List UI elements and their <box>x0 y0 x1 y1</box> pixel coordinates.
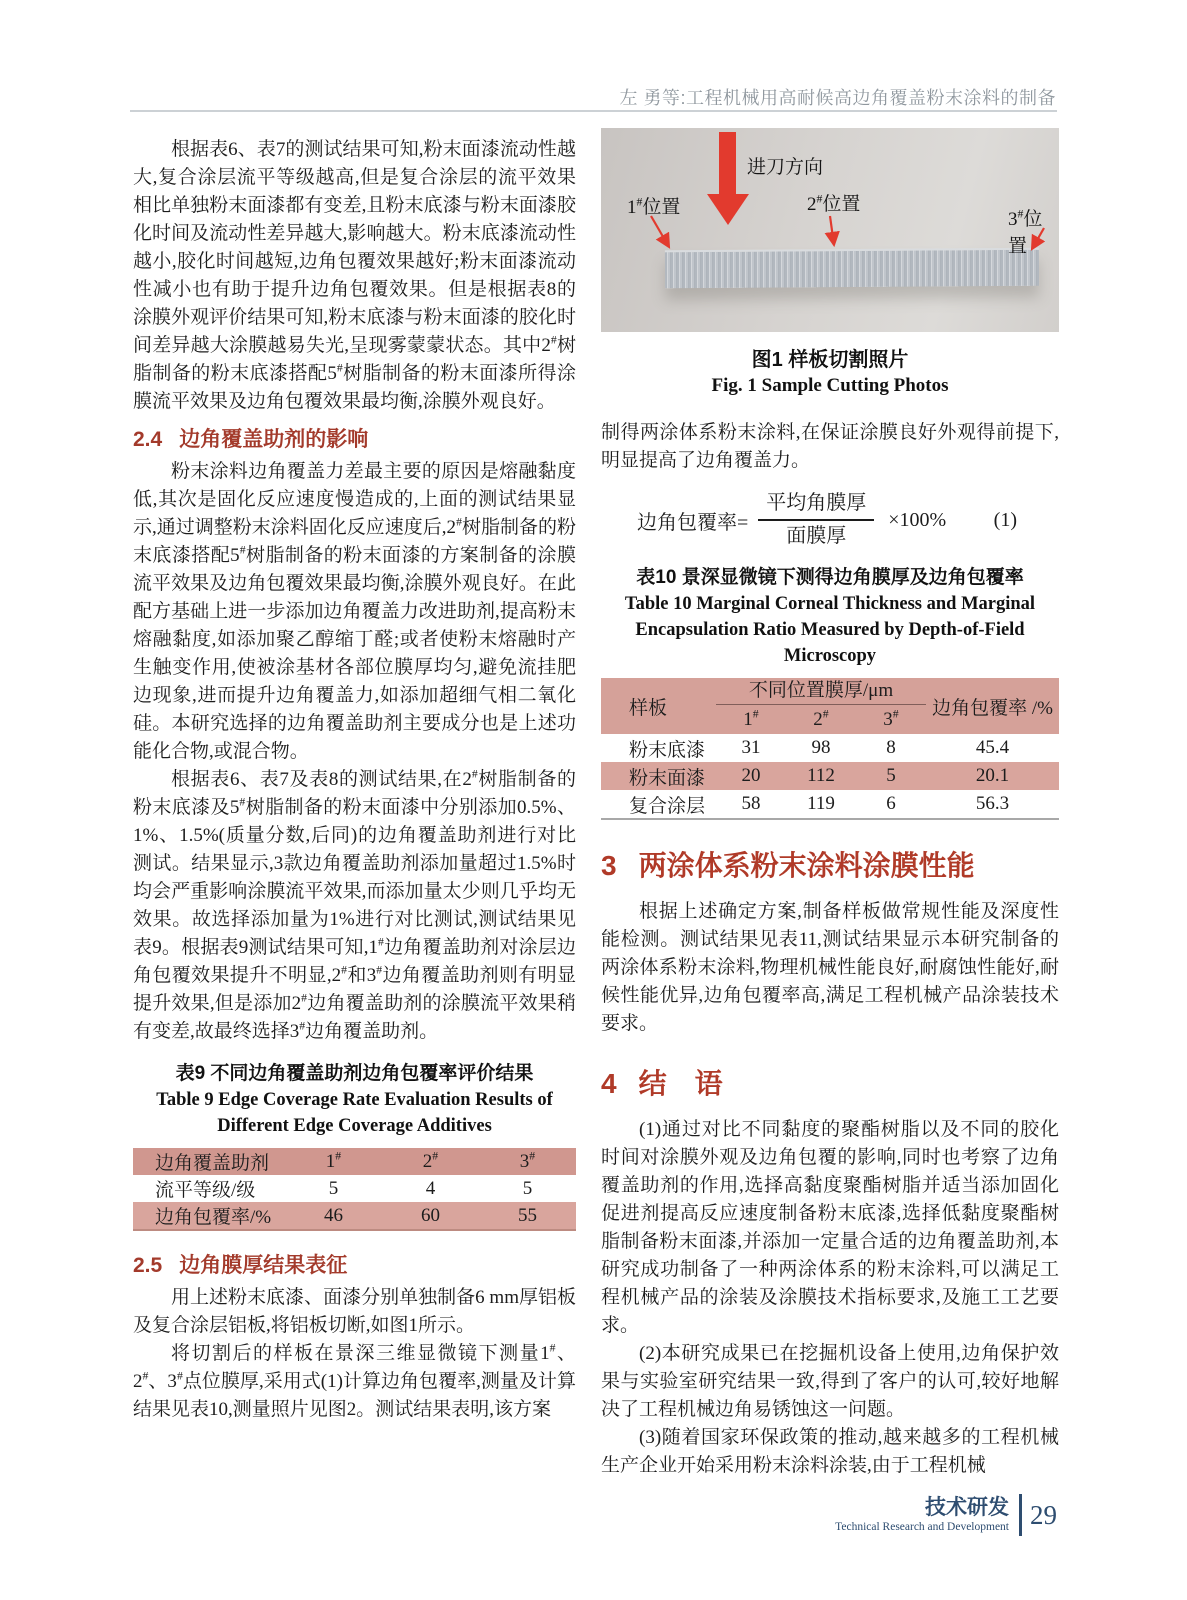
table10-cell: 56.3 <box>975 793 1010 814</box>
formula-multiplier: ×100% <box>888 508 947 531</box>
table9-title-en-line2: Different Edge Coverage Additives <box>217 1116 492 1136</box>
table10-row <box>601 734 1059 762</box>
table10-cell: 58 <box>741 793 761 814</box>
section-heading-2-4 <box>133 423 576 453</box>
paragraph-thickness-measurement: 将切割后的样板在景深三维显微镜下测量1#、2#、3#点位膜厚,采用式(1)计算边角包覆率,测量及计算结果见表10,测量照片见图2。测试结果表明,该方案 <box>133 1341 576 1420</box>
feed-direction-arrow <box>707 132 749 225</box>
position1-label: 1#位置 <box>627 195 681 218</box>
position3-label: 3#位置 <box>1008 207 1043 257</box>
table9-header-row <box>133 1148 576 1175</box>
table10-cell: 45.4 <box>975 737 1010 758</box>
formula-denominator: 面膜厚 <box>786 525 847 547</box>
table9-cell: 60 <box>421 1204 440 1226</box>
table10-title-en-line3: Microscopy <box>783 646 877 666</box>
table10-title-en-line2: Encapsulation Ratio Measured by Depth-of-Field <box>635 620 1025 640</box>
section-number: 2.4 <box>133 428 163 451</box>
paragraph-additive-mechanism: 粉末涂料边角覆盖力差最主要的原因是熔融黏度低,其次是固化反应速度慢造成的,上面的测试结果显示,通过调整粉末涂料固化反应速度后,2#树脂制备的粉末底漆搭配5#树脂制备的粉末面漆的方案制备的涂膜流平效果及边角包覆效果最均衡,涂膜外观良好。在此配方基础上进一步添加边角覆盖力改进助剂,提高粉末熔融黏度,如添加聚乙醇缩丁醛;或者使粉末熔融时产生触变作用,使被涂基材各部位膜厚均匀,避免流挂肥边现象,进而提升边角覆盖力,如添加超细气相二氧化硅。本研究选择的边角覆盖助剂主要成分也是上述功能化合物,或混合物。 <box>133 461 576 762</box>
table10-cell: 98 <box>811 737 831 758</box>
table9-cell: 5 <box>328 1177 339 1199</box>
table10-cell: 6 <box>886 793 896 814</box>
paragraph-additive-dosage: 根据表6、表7及表8的测试结果,在2#树脂制备的粉末底漆及5#树脂制备的粉末面漆中分别添加0.5%、1%、1.5%(质量分数,后同)的边角覆盖助剂进行对比测试。结果显示,3款边角覆盖助剂添加量超过1.5%时均会严重影响涂膜流平效果,而添加量太少则几乎均无效果。故选择添加量为1%进行对比测试,测试结果见表9。根据表9测试结果可知,1#边角覆盖助剂对涂层边角包覆效果提升不明显,2#和3#边角覆盖助剂则有明显提升效果,但是添加2#边角覆盖助剂的涂膜流平效果稍有变差,故最终选择3#边角覆盖助剂。 <box>133 767 576 1042</box>
table9-cell: 4 <box>425 1177 436 1199</box>
paragraph-performance: 根据上述确定方案,制备样板做常规性能及深度性能检测。测试结果见表11,测试结果显示本研究制备的两涂体系粉末涂料,物理机械性能良好,耐腐蚀性能好,耐候性能优异,边角包覆率高,满足工程机械产品涂装技术要求。 <box>601 901 1059 1034</box>
table9-cell: 5 <box>522 1177 533 1199</box>
pos2-pointer-arrow <box>830 216 834 245</box>
table10-header <box>601 678 1059 734</box>
table10-header-cell: 样板 <box>629 697 668 719</box>
table10-cell: 5 <box>886 765 896 786</box>
section-number: 4 <box>601 1068 617 1099</box>
section-title: 边角膜厚结果表征 <box>179 1254 348 1277</box>
section-heading-2-5 <box>133 1249 576 1279</box>
section-title: 边角覆盖助剂的影响 <box>179 428 369 451</box>
table9 <box>133 1148 576 1231</box>
table10-cell: 粉末面漆 <box>629 767 706 789</box>
table9-title-en-line1: Table 9 Edge Coverage Rate Evaluation Results of <box>156 1090 553 1110</box>
table10-title <box>601 564 1059 669</box>
table10-group-header: 不同位置膜厚/μm <box>716 678 926 705</box>
table9-header-cell: 1# <box>325 1149 342 1172</box>
table10-header-cell: 边角包覆率 /% <box>932 697 1053 719</box>
section-number: 2.5 <box>133 1254 163 1277</box>
formula-1 <box>601 490 1059 550</box>
table10-cell: 112 <box>807 765 835 786</box>
paragraph-sample-preparation: 用上述粉末底漆、面漆分别单独制备6 mm厚铝板及复合涂层铝板,将铝板切断,如图1所示。 <box>133 1287 576 1336</box>
equation-number: (1) <box>993 508 1017 531</box>
left-column <box>133 136 576 1424</box>
figure1-photo <box>601 128 1059 332</box>
table9-cell: 55 <box>518 1204 537 1226</box>
figure-arrows <box>601 128 1059 332</box>
table10-subheader-cell: 3# <box>883 707 899 730</box>
figure1-caption-en: Fig. 1 Sample Cutting Photos <box>711 375 949 396</box>
section-number: 3 <box>601 850 617 881</box>
footer-section-zh: 技术研发 <box>925 1495 1009 1519</box>
running-head: 左 勇等:工程机械用高耐候高边角覆盖粉末涂料的制备 <box>619 88 1056 108</box>
table10 <box>601 678 1059 820</box>
footer-section-en: Technical Research and Development <box>835 1520 1009 1533</box>
table10-title-en-line1: Table 10 Marginal Corneal Thickness and Marginal <box>624 594 1036 614</box>
page-number: 29 <box>1030 1499 1057 1530</box>
footer-divider <box>1019 1494 1022 1536</box>
table10-cell: 119 <box>807 793 835 814</box>
table9-header-cell: 边角覆盖助剂 <box>155 1153 270 1174</box>
figure1-caption-zh: 图1 样板切割照片 <box>751 349 909 371</box>
table9-header-cell: 3# <box>519 1149 536 1172</box>
position2-label: 2#位置 <box>807 192 861 215</box>
table10-cell: 8 <box>886 737 896 758</box>
table9-row <box>133 1202 576 1229</box>
header-rule <box>130 110 1057 112</box>
table9-title-zh: 表9 不同边角覆盖助剂边角包覆率评价结果 <box>175 1063 534 1084</box>
feed-direction-label: 进刀方向 <box>747 157 824 178</box>
table10-cell: 20 <box>741 765 761 786</box>
right-column <box>601 128 1059 1480</box>
section-heading-4 <box>601 1062 1059 1102</box>
paragraph-two-coat-result: 制得两涂体系粉末涂料,在保证涂膜良好外观得前提下,明显提高了边角覆盖力。 <box>601 422 1059 471</box>
paragraph-results-flow: 根据表6、表7的测试结果可知,粉末面漆流动性越大,复合涂层流平等级越高,但是复合涂层的流平效果相比单独粉末面漆都有变差,且粉末底漆与粉末面漆胶化时间及流动性差异越大,影响越大。粉末底漆流动性越小,胶化时间越短,边角包覆效果越好;粉末面漆流动性减小也有助于提升边角包覆效果。但是根据表8的涂膜外观评价结果可知,粉末底漆与粉末面漆的胶化时间差异越大涂膜越易失光,呈现雾蒙蒙状态。其中2#树脂制备的粉末底漆搭配5#树脂制备的粉末面漆所得涂膜流平效果及边角包覆效果最均衡,涂膜外观良好。 <box>133 139 576 412</box>
table10-cell: 20.1 <box>975 765 1010 786</box>
table9-row <box>133 1175 576 1202</box>
table10-subheader-cell: 1# <box>743 707 759 730</box>
formula-fraction <box>758 490 874 550</box>
section-heading-3 <box>601 844 1059 884</box>
paragraph-conclusion-3: (3)随着国家环保政策的推动,越来越多的工程机械生产企业开始采用粉末涂料涂装,由于工程机械 <box>601 1427 1059 1476</box>
table9-header-cell: 2# <box>422 1149 439 1172</box>
formula-lhs: 边角包覆率= <box>637 511 749 534</box>
table10-row <box>601 762 1059 790</box>
paragraph-conclusion-2: (2)本研究成果已在挖掘机设备上使用,边角保护效果与实验室研究结果一致,得到了客户的认可,较好地解决了工程机械边角易锈蚀这一问题。 <box>601 1343 1059 1420</box>
paragraph-conclusion-1: (1)通过对比不同黏度的聚酯树脂以及不同的胶化时间对涂膜外观及边角包覆的影响,同时也考察了边角覆盖助剂的作用,选择高黏度聚酯树脂并适当添加固化促进剂提高反应速度制备粉末底漆,选择低黏度聚酯树脂制备粉末面漆,并添加一定量合适的边角覆盖助剂,本研究成功制备了一种两涂体系的粉末涂料,可以满足工程机械产品的涂装及涂膜技术指标要求,及施工工艺要求。 <box>601 1119 1059 1336</box>
table10-cell: 复合涂层 <box>629 795 706 817</box>
table9-cell: 46 <box>324 1204 343 1226</box>
table10-cell: 粉末底漆 <box>629 739 706 761</box>
section-title: 两涂体系粉末涂料涂膜性能 <box>638 850 975 881</box>
table10-row <box>601 790 1059 818</box>
footer <box>835 1494 1057 1536</box>
table10-cell: 31 <box>741 737 761 758</box>
table9-cell: 边角包覆率/% <box>155 1207 272 1228</box>
table9-cell: 流平等级/级 <box>155 1180 256 1201</box>
section-title: 结 语 <box>638 1068 723 1099</box>
table10-title-zh: 表10 景深显微镜下测得边角膜厚及边角包覆率 <box>636 567 1024 588</box>
table9-title <box>133 1060 576 1139</box>
formula-numerator: 平均角膜厚 <box>758 490 874 521</box>
table10-subheader-cell: 2# <box>813 707 829 730</box>
pos1-pointer-arrow <box>651 216 669 247</box>
